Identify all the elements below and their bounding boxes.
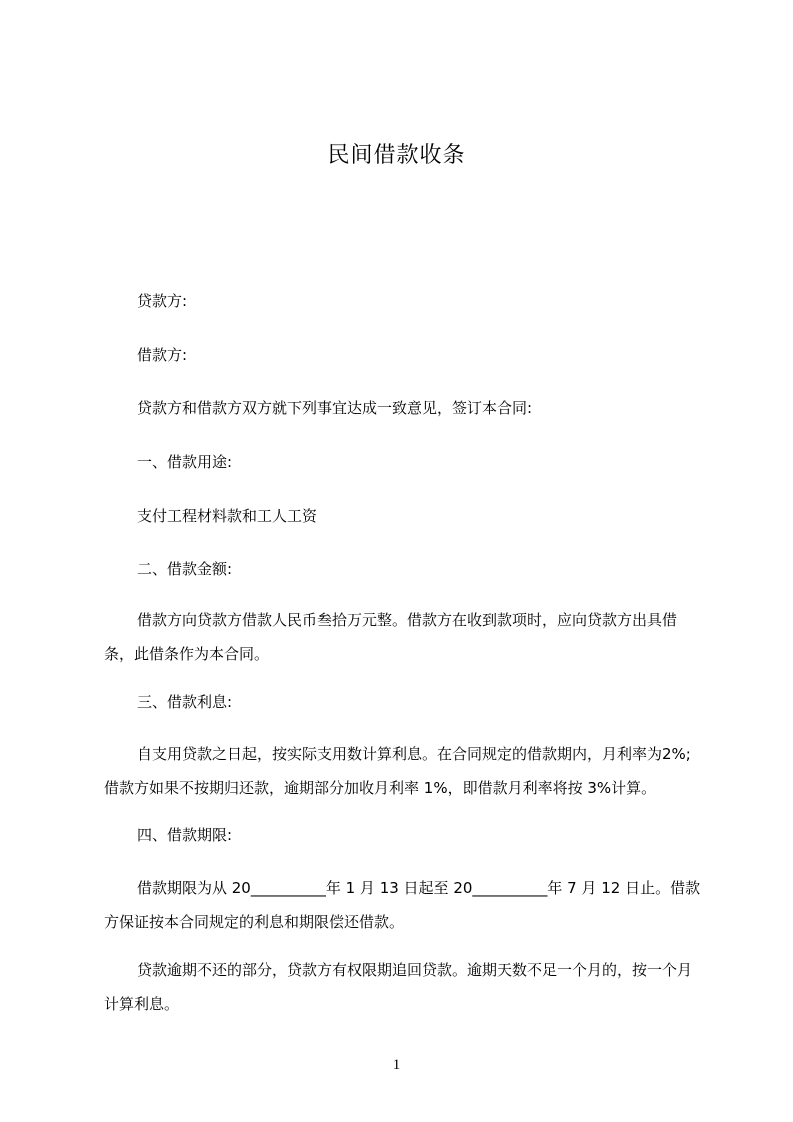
amount-text: 借款方向贷款方借款人民币叁拾万元整。借款方在收到款项时，应向贷款方出具借条，此借条作为本合同。 xyxy=(104,611,678,663)
agreement-intro: 贷款方和借款方双方就下列事宜达成一致意见，签订本合同: xyxy=(137,399,533,417)
page-number: 1 xyxy=(392,1057,401,1073)
section-heading-term: 四、借款期限: xyxy=(137,826,233,844)
interest-text: 自支用贷款之日起，按实际支用数计算利息。在合同规定的借款期内，月利率为2%;借款方如果不按期归还款，逾期部分加收月利率 1%，即借款月利率将按 3%计算。 xyxy=(104,745,691,797)
overdue-text: 贷款逾期不还的部分，贷款方有权限期追回贷款。逾期天数不足一个月的，按一个月计算利息。 xyxy=(104,961,693,1013)
section-heading-interest: 三、借款利息: xyxy=(137,693,233,711)
section-heading-amount: 二、借款金额: xyxy=(137,560,233,578)
lender-line: 贷款方: xyxy=(137,292,188,310)
purpose-text: 支付工程材料款和工人工资 xyxy=(137,507,318,525)
borrower-line: 借款方: xyxy=(137,346,188,364)
section-heading-purpose: 一、借款用途: xyxy=(137,453,233,471)
document-title: 民间借款收条 xyxy=(327,143,466,168)
term-text: 借款期限为从 20__________年 1 月 13 日起至 20__________年 7 月 12 日止。借款方保证按本合同规定的利息和期限偿还借款。 xyxy=(104,879,701,931)
